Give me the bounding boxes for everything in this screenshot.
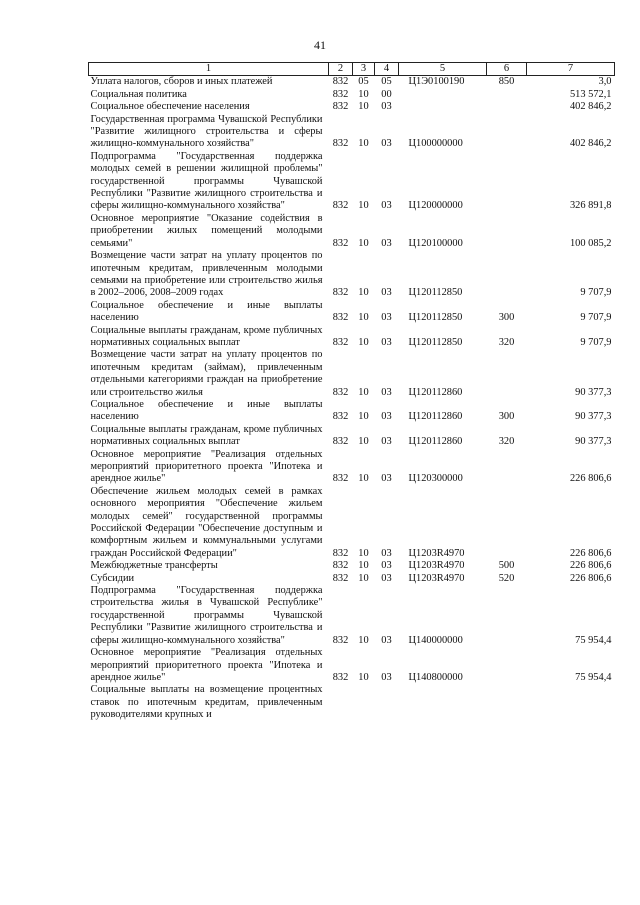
- row-subsection: 03: [381, 547, 392, 559]
- row-admin-code: 832: [332, 312, 349, 324]
- row-amount: 9 707,9: [580, 312, 612, 324]
- row-amount: 100 085,2: [569, 237, 612, 249]
- row-target-article: Ц120112860: [408, 436, 463, 448]
- table-row: [89, 250, 615, 300]
- row-amount: [527, 684, 615, 721]
- row-amount: 226 806,6: [569, 473, 612, 485]
- row-section: 10: [358, 200, 369, 212]
- table-row: [89, 213, 615, 250]
- row-section: [353, 684, 375, 721]
- row-name: Субсидии: [90, 572, 135, 584]
- row-amount: 402 846,2: [569, 138, 612, 150]
- row-name: Социальные выплаты гражданам, кроме публичных нормативных социальных выплат: [90, 423, 323, 448]
- row-target-article: Ц120112850: [408, 336, 463, 348]
- row-section: 10: [358, 671, 369, 683]
- row-expense-type: [487, 449, 527, 486]
- row-target-article: Ц1Э0100190: [408, 76, 465, 88]
- table-row: [89, 151, 615, 213]
- row-admin-code: 832: [332, 101, 349, 113]
- row-target-article: Ц140800000: [408, 671, 463, 683]
- row-expense-type: 500: [498, 560, 515, 572]
- row-admin-code: 832: [332, 88, 349, 100]
- row-expense-type: 300: [498, 411, 515, 423]
- row-target-article: Ц100000000: [408, 138, 463, 150]
- row-amount: 3,0: [598, 76, 612, 88]
- table-body: [89, 76, 615, 722]
- row-expense-type: 320: [498, 436, 515, 448]
- row-expense-type: 300: [498, 312, 515, 324]
- row-amount: 90 377,3: [575, 411, 612, 423]
- row-subsection: 03: [381, 287, 392, 299]
- row-target-article: [399, 684, 487, 721]
- table-row: [89, 76, 615, 89]
- row-admin-code: 832: [332, 386, 349, 398]
- row-amount: 226 806,6: [569, 547, 612, 559]
- table-row: [89, 449, 615, 486]
- table-row: [89, 424, 615, 449]
- row-target-article: Ц120112860: [408, 411, 463, 423]
- row-admin-code: 832: [332, 237, 349, 249]
- row-target-article: Ц140000000: [408, 634, 463, 646]
- row-expense-type: [487, 89, 527, 101]
- column-header-7: 7: [527, 63, 615, 76]
- row-expense-type: [487, 151, 527, 213]
- row-admin-code: 832: [332, 200, 349, 212]
- row-amount: 90 377,3: [575, 436, 612, 448]
- row-section: 10: [358, 560, 369, 572]
- row-amount: 513 572,1: [569, 88, 612, 100]
- row-name: Основное мероприятие "Реализация отдельных мероприятий приоритетного проекта "Ипотека и арендное жилье": [90, 647, 323, 683]
- row-expense-type: 850: [498, 76, 515, 88]
- row-subsection: 05: [381, 76, 392, 88]
- row-section: 10: [358, 138, 369, 150]
- table-row: [89, 486, 615, 560]
- row-subsection: 03: [381, 312, 392, 324]
- row-amount: 226 806,6: [569, 560, 612, 572]
- column-header-5: 5: [399, 63, 487, 76]
- row-admin-code: 832: [332, 572, 349, 584]
- row-section: 10: [358, 312, 369, 324]
- page-number: 41: [314, 38, 326, 52]
- table-row: [89, 399, 615, 424]
- row-name: Социальные выплаты гражданам, кроме публичных нормативных социальных выплат: [90, 324, 323, 348]
- row-expense-type: [487, 684, 527, 721]
- row-name: Социальное обеспечение населения: [90, 101, 250, 113]
- row-section: 10: [358, 547, 369, 559]
- row-admin-code: 832: [332, 671, 349, 683]
- row-admin-code: [329, 684, 353, 721]
- table-row: [89, 585, 615, 647]
- row-section: 10: [358, 572, 369, 584]
- budget-table: [88, 62, 615, 722]
- row-expense-type: [487, 349, 527, 399]
- row-name: Основное мероприятие "Оказание содействия в приобретении жилых помещений молодыми семьями": [90, 212, 323, 249]
- row-subsection: 03: [381, 200, 392, 212]
- row-admin-code: 832: [332, 138, 349, 150]
- row-name: Обеспечение жильем молодых семей в рамках основного мероприятия "Обеспечение жильем молодых семей" государственной программы Российской Федерации "Обеспечение доступным и комфортным жильем и коммунальными услугами граждан Российской Федерации": [90, 485, 323, 559]
- row-target-article: Ц120000000: [408, 200, 463, 212]
- row-admin-code: 832: [332, 287, 349, 299]
- row-subsection: 03: [381, 473, 392, 485]
- row-subsection: 03: [381, 411, 392, 423]
- row-admin-code: 832: [332, 560, 349, 572]
- row-expense-type: 320: [498, 336, 515, 348]
- table-row: [89, 647, 615, 684]
- row-subsection: 03: [381, 386, 392, 398]
- row-expense-type: [487, 213, 527, 250]
- row-target-article: Ц120112860: [408, 386, 463, 398]
- row-section: 10: [358, 287, 369, 299]
- row-section: 10: [358, 101, 369, 113]
- row-expense-type: [487, 585, 527, 647]
- row-admin-code: 832: [332, 411, 349, 423]
- row-target-article: [399, 101, 487, 113]
- row-name: Межбюджетные трансферты: [90, 560, 218, 572]
- row-target-article: [399, 89, 487, 101]
- row-expense-type: [487, 486, 527, 560]
- row-expense-type: [487, 114, 527, 151]
- table-row: [89, 89, 615, 101]
- table-header-row: [89, 63, 615, 76]
- row-subsection: 03: [381, 138, 392, 150]
- row-target-article: Ц1203R4970: [408, 560, 465, 572]
- column-header-1: 1: [89, 63, 329, 76]
- row-amount: 402 846,2: [569, 101, 612, 113]
- table-row: [89, 573, 615, 585]
- row-section: 10: [358, 473, 369, 485]
- row-subsection: 03: [381, 237, 392, 249]
- row-subsection: 03: [381, 572, 392, 584]
- row-subsection: 00: [381, 88, 392, 100]
- row-name: Основное мероприятие "Реализация отдельных мероприятий приоритетного проекта "Ипотека и арендное жилье": [90, 448, 323, 485]
- row-admin-code: 832: [332, 336, 349, 348]
- row-section: 10: [358, 336, 369, 348]
- row-section: 10: [358, 386, 369, 398]
- table-row: [89, 684, 615, 721]
- row-subsection: 03: [381, 436, 392, 448]
- row-subsection: 03: [381, 560, 392, 572]
- column-header-4: 4: [375, 63, 399, 76]
- row-name: Уплата налогов, сборов и иных платежей: [90, 76, 273, 88]
- row-section: 10: [358, 88, 369, 100]
- row-expense-type: [487, 647, 527, 684]
- column-header-2: 2: [329, 63, 353, 76]
- row-subsection: 03: [381, 336, 392, 348]
- row-subsection: 03: [381, 101, 392, 113]
- table-row: [89, 300, 615, 325]
- table-row: [89, 325, 615, 350]
- row-name: Социальное обеспечение и иные выплаты населению: [90, 299, 323, 324]
- row-admin-code: 832: [332, 436, 349, 448]
- row-target-article: Ц120112850: [408, 312, 463, 324]
- table-row: [89, 349, 615, 399]
- row-admin-code: 832: [332, 76, 349, 88]
- row-admin-code: 832: [332, 473, 349, 485]
- row-name: Социальная политика: [90, 88, 187, 100]
- row-subsection: [375, 684, 399, 721]
- row-name: Подпрограмма "Государственная поддержка строительства жилья в Чувашской Республике" государственной программы Чувашской Республики "Развитие жилищного строительства и сферы жилищно-коммунального хозяйства": [90, 585, 323, 646]
- row-name: Социальное обеспечение и иные выплаты населению: [90, 398, 323, 423]
- row-section: 10: [358, 634, 369, 646]
- row-name: Социальные выплаты на возмещение процентных ставок по ипотечным кредитам, привлеченным руководителями крупных и: [90, 684, 323, 721]
- column-header-3: 3: [353, 63, 375, 76]
- row-expense-type: [487, 101, 527, 113]
- table-row: [89, 101, 615, 113]
- row-amount: 9 707,9: [580, 287, 612, 299]
- row-admin-code: 832: [332, 634, 349, 646]
- row-target-article: Ц1203R4970: [408, 572, 465, 584]
- row-name: Государственная программа Чувашской Республики "Развитие жилищного строительства и сферы жилищно-коммунального хозяйства": [90, 113, 323, 150]
- row-amount: 75 954,4: [575, 671, 612, 683]
- row-section: 10: [358, 436, 369, 448]
- row-section: 10: [358, 237, 369, 249]
- row-subsection: 03: [381, 634, 392, 646]
- row-target-article: Ц120100000: [408, 237, 463, 249]
- row-name: Подпрограмма "Государственная поддержка молодых семей в решении жилищной проблемы" государственной программы Чувашской Республики "Развитие жилищного строительства и сферы жилищно-коммунального хозяйства": [90, 150, 323, 212]
- row-name: Возмещение части затрат на уплату процентов по ипотечным кредитам (займам), привлеченным отдельными категориями граждан на приобретение или строительство жилья: [90, 349, 323, 398]
- row-amount: 326 891,8: [569, 200, 612, 212]
- row-target-article: Ц120300000: [408, 473, 463, 485]
- row-target-article: Ц120112850: [408, 287, 463, 299]
- table-row: [89, 560, 615, 572]
- row-amount: 90 377,3: [575, 386, 612, 398]
- row-amount: 9 707,9: [580, 336, 612, 348]
- row-subsection: 03: [381, 671, 392, 683]
- row-amount: 226 806,6: [569, 572, 612, 584]
- row-section: 05: [358, 76, 369, 88]
- table-row: [89, 114, 615, 151]
- row-expense-type: [487, 250, 527, 300]
- row-amount: 75 954,4: [575, 634, 612, 646]
- row-expense-type: 520: [498, 572, 515, 584]
- row-admin-code: 832: [332, 547, 349, 559]
- row-name: Возмещение части затрат на уплату процентов по ипотечным кредитам, привлеченным молодыми семьями на приобретение или строительство жилья в 2002–2006, 2008–2009 годах: [90, 250, 323, 299]
- row-section: 10: [358, 411, 369, 423]
- column-header-6: 6: [487, 63, 527, 76]
- row-target-article: Ц1203R4970: [408, 547, 465, 559]
